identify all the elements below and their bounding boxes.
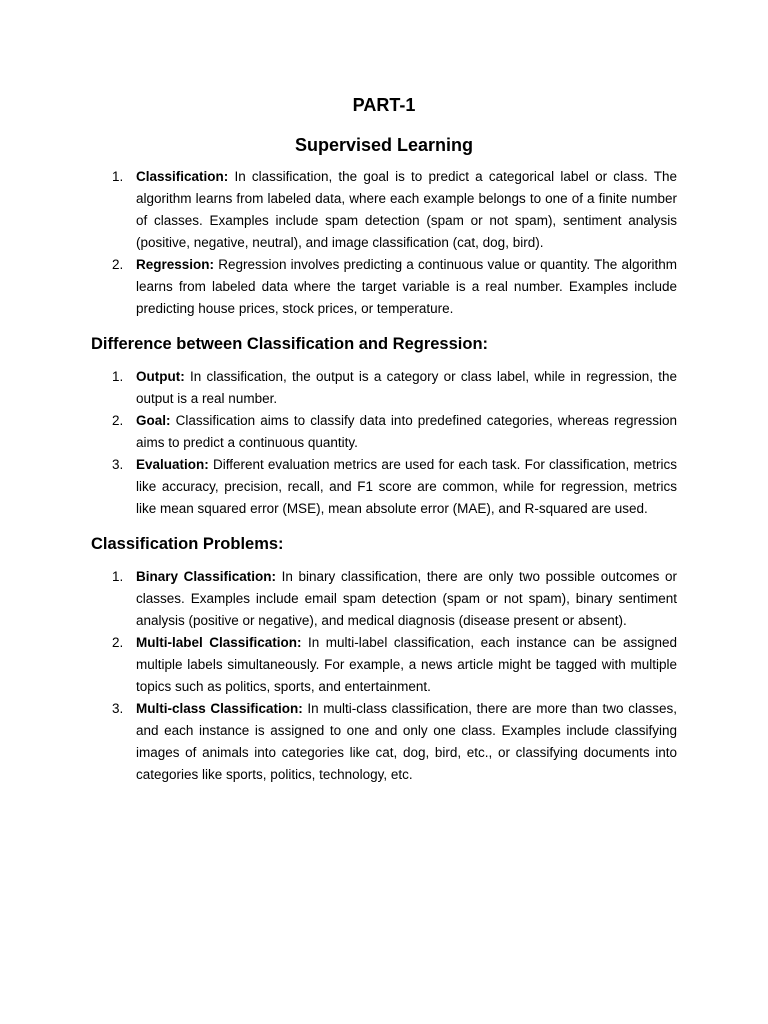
list-term: Multi-label Classification: xyxy=(136,635,302,650)
list-number: 2. xyxy=(112,413,124,428)
list-number: 1. xyxy=(112,569,124,584)
list-term: Multi-class Classification: xyxy=(136,701,303,716)
list-item-goal xyxy=(112,410,677,454)
list-number: 1. xyxy=(112,169,124,184)
page-subtitle: Supervised Learning xyxy=(294,135,474,155)
list-term: Evaluation: xyxy=(136,457,209,472)
list-number: 2. xyxy=(112,635,124,650)
list-term: Classification: xyxy=(136,169,229,184)
difference-heading: Difference between Classification and Regression: xyxy=(91,335,489,353)
list-term: Binary Classification: xyxy=(136,569,276,584)
problems-heading: Classification Problems: xyxy=(91,535,284,553)
list-text: In multi-label classification, each instance can be assigned multiple labels simultaneously. For example, a news article might be tagged with multiple topics such as politics, sports, and entertainment. xyxy=(136,635,677,694)
list-term: Output: xyxy=(136,369,185,384)
list-text: Regression involves predicting a continuous value or quantity. The algorithm learns from labeled data where the target variable is a real number. Examples include predicting house prices, stock prices, or temperature. xyxy=(136,257,677,316)
list-number: 3. xyxy=(112,457,124,472)
page-title: PART-1 xyxy=(352,95,416,115)
list-text: In multi-class classification, there are more than two classes, and each instance is assigned to one and only one class. Examples include classifying images of animals into categories like cat, dog, bird, etc., or classifying documents into categories like sports, politics, technology, etc. xyxy=(136,701,677,782)
list-term: Goal: xyxy=(136,413,171,428)
list-item-evaluation xyxy=(112,454,677,520)
classification-problems-list xyxy=(91,566,677,786)
list-text: Different evaluation metrics are used for each task. For classification, metrics like accuracy, precision, recall, and F1 score are common, while for regression, metrics like mean squared error (MSE), mean absolute error (MAE), and R-squared are used. xyxy=(136,457,677,516)
list-text: In classification, the output is a category or class label, while in regression, the output is a real number. xyxy=(136,369,677,406)
list-term: Regression: xyxy=(136,257,215,272)
list-item-output xyxy=(112,366,677,410)
list-item-multi-label-classification xyxy=(112,632,677,698)
list-text: In binary classification, there are only two possible outcomes or classes. Examples include email spam detection (spam or not spam), binary sentiment analysis (positive or negative), and medical diagnosis (disease present or absent). xyxy=(136,569,677,628)
list-item-binary-classification xyxy=(112,566,677,632)
list-item-classification xyxy=(112,166,677,254)
list-number: 1. xyxy=(112,369,124,384)
list-item-regression xyxy=(112,254,677,320)
list-number: 3. xyxy=(112,701,124,716)
list-text: In classification, the goal is to predict a categorical label or class. The algorithm learns from labeled data, where each example belongs to one of a finite number of classes. Examples include spam detection (spam or not spam), sentiment analysis (positive, negative, neutral), and image classification (cat, dog, bird). xyxy=(136,169,677,250)
supervised-learning-list xyxy=(91,166,677,320)
difference-list xyxy=(91,366,677,520)
list-number: 2. xyxy=(112,257,124,272)
list-text: Classification aims to classify data into predefined categories, whereas regression aims to predict a continuous quantity. xyxy=(136,413,677,450)
list-item-multi-class-classification xyxy=(112,698,677,786)
